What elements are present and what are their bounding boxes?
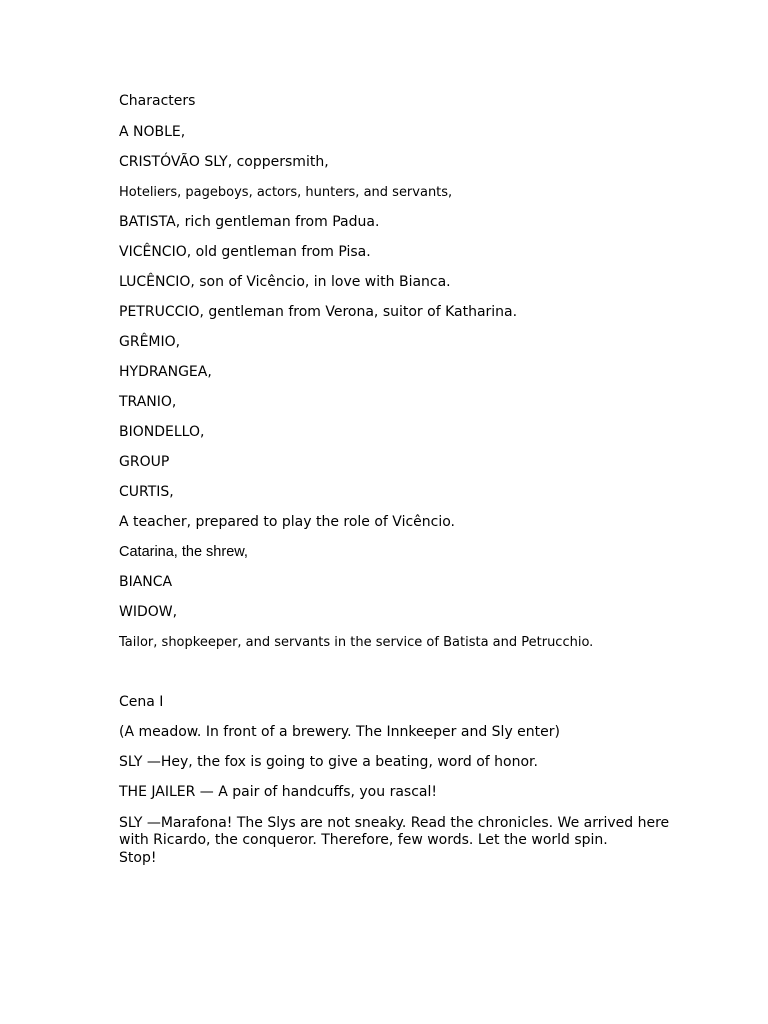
dialogue-paragraph-line: SLY —Marafona! The Slys are not sneaky. Read the chronicles. We arrived here xyxy=(119,815,670,831)
character-line: HYDRANGEA, xyxy=(119,364,212,380)
dialogue-paragraph-line: Stop! xyxy=(119,850,157,866)
scene-line: SLY —Hey, the fox is going to give a beating, word of honor. xyxy=(119,754,538,770)
character-line: LUCÊNCIO, son of Vicêncio, in love with Bianca. xyxy=(119,274,451,290)
scene-line: THE JAILER — A pair of handcuffs, you rascal! xyxy=(119,784,437,800)
scene-line: (A meadow. In front of a brewery. The Innkeeper and Sly enter) xyxy=(119,724,560,740)
character-line: BATISTA, rich gentleman from Padua. xyxy=(119,214,380,230)
character-line: CURTIS, xyxy=(119,484,174,500)
character-line: GRÊMIO, xyxy=(119,334,181,350)
dialogue-paragraph-line: with Ricardo, the conqueror. Therefore, few words. Let the world spin. xyxy=(119,832,608,848)
character-line: PETRUCCIO, gentleman from Verona, suitor of Katharina. xyxy=(119,304,518,320)
characters-heading: Characters xyxy=(119,93,196,109)
character-line: Catarina, the shrew, xyxy=(119,544,248,560)
character-line: WIDOW, xyxy=(119,604,178,620)
character-line: A teacher, prepared to play the role of Vicêncio. xyxy=(119,514,455,530)
character-line: CRISTÓVÃO SLY, coppersmith, xyxy=(119,154,329,170)
character-line: A NOBLE, xyxy=(119,124,186,140)
character-line: VICÊNCIO, old gentleman from Pisa. xyxy=(119,244,371,260)
character-line: Hoteliers, pageboys, actors, hunters, and servants, xyxy=(119,185,453,200)
character-line: TRANIO, xyxy=(119,394,177,410)
character-line: BIANCA xyxy=(119,574,173,590)
character-line: GROUP xyxy=(119,454,170,470)
character-line: BIONDELLO, xyxy=(119,424,205,440)
scene-heading: Cena I xyxy=(119,694,164,710)
character-line: Tailor, shopkeeper, and servants in the service of Batista and Petrucchio. xyxy=(119,635,594,650)
